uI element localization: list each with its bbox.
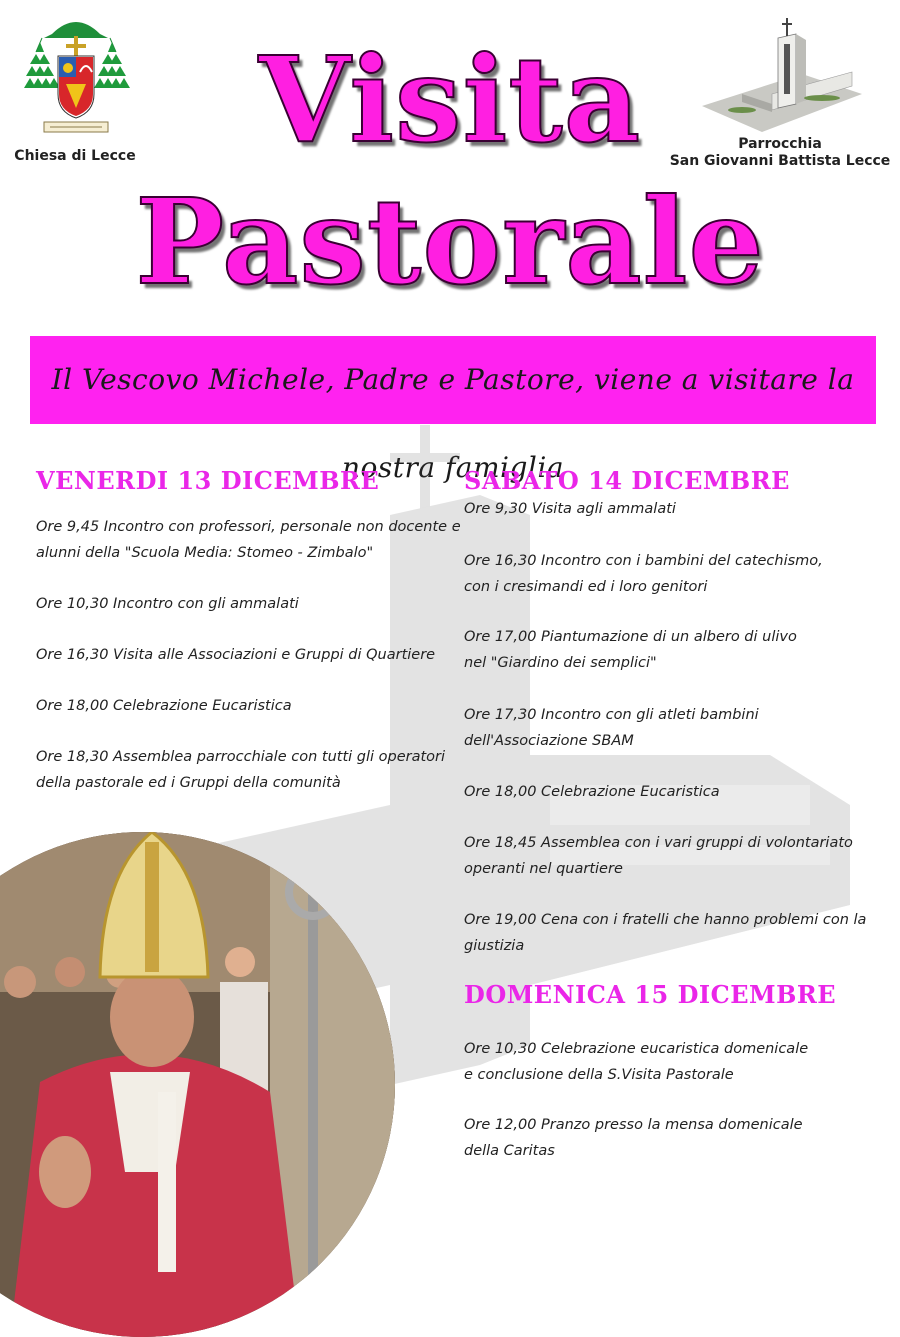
- parish-line-2: San Giovanni Battista Lecce: [669, 153, 891, 169]
- event-item: [464, 1036, 879, 1088]
- event-line: Ore 9,45 Incontro con professori, personale non docente e: [36, 519, 461, 535]
- day-heading-friday: VENERDI 13 DICEMBRE: [36, 466, 380, 495]
- day-heading-saturday: SABATO 14 DICEMBRE: [464, 466, 790, 495]
- event-line: della Caritas: [464, 1143, 555, 1159]
- event-line: operanti nel quartiere: [464, 861, 623, 877]
- event-line: della pastorale ed i Gruppi della comunità: [36, 775, 341, 791]
- left-logo-label: Chiesa di Lecce: [14, 148, 136, 164]
- coat-of-arms-icon: [22, 12, 130, 140]
- event-line: Ore 19,00 Cena con i fratelli che hanno problemi con la: [464, 912, 867, 928]
- title-line-1: Visita: [258, 30, 642, 169]
- event-item: [464, 702, 879, 754]
- title-line-2: Pastorale: [135, 172, 765, 311]
- event-line: Ore 16,30 Incontro con i bambini del catechismo,: [464, 553, 823, 569]
- event-item: [36, 642, 461, 668]
- event-line: Ore 10,30 Celebrazione eucaristica domenicale: [464, 1041, 809, 1057]
- event-item: [464, 830, 879, 882]
- event-item: [464, 548, 879, 600]
- event-line: giustizia: [464, 938, 525, 954]
- event-line: Ore 18,45 Assemblea con i vari gruppi di volontariato: [464, 835, 853, 851]
- parish-line-1: Parrocchia: [738, 136, 822, 152]
- event-item: [36, 514, 461, 566]
- event-item: [464, 779, 879, 805]
- event-line: Ore 10,30 Incontro con gli ammalati: [36, 596, 299, 612]
- day-heading-sunday: DOMENICA 15 DICEMBRE: [464, 980, 837, 1009]
- event-line: nel "Giardino dei semplici": [464, 655, 657, 671]
- event-item: [464, 1112, 879, 1164]
- event-item: [36, 693, 461, 719]
- event-line: Ore 18,00 Celebrazione Eucaristica: [36, 698, 292, 714]
- event-line: Ore 17,30 Incontro con gli atleti bambini: [464, 707, 759, 723]
- event-item: [36, 591, 461, 617]
- banner-text: Il Vescovo Michele, Padre e Pastore, viene a visitare la nostra famiglia: [51, 363, 855, 484]
- event-item: [464, 496, 879, 522]
- event-line: con i cresimandi ed i loro genitori: [464, 579, 708, 595]
- event-line: Ore 12,00 Pranzo presso la mensa domenicale: [464, 1117, 803, 1133]
- event-line: Ore 9,30 Visita agli ammalati: [464, 501, 676, 517]
- event-line: Ore 18,00 Celebrazione Eucaristica: [464, 784, 720, 800]
- event-line: Ore 18,30 Assemblea parrocchiale con tutti gli operatori: [36, 749, 446, 765]
- event-line: e conclusione della S.Visita Pastorale: [464, 1067, 734, 1083]
- event-item: [464, 907, 879, 959]
- event-item: [36, 744, 461, 796]
- event-line: alunni della "Scuola Media: Stomeo - Zimbalo": [36, 545, 374, 561]
- event-line: Ore 16,30 Visita alle Associazioni e Gruppi di Quartiere: [36, 647, 436, 663]
- event-item: [464, 624, 879, 676]
- event-line: Ore 17,00 Piantumazione di un albero di ulivo: [464, 629, 797, 645]
- event-line: dell'Associazione SBAM: [464, 733, 634, 749]
